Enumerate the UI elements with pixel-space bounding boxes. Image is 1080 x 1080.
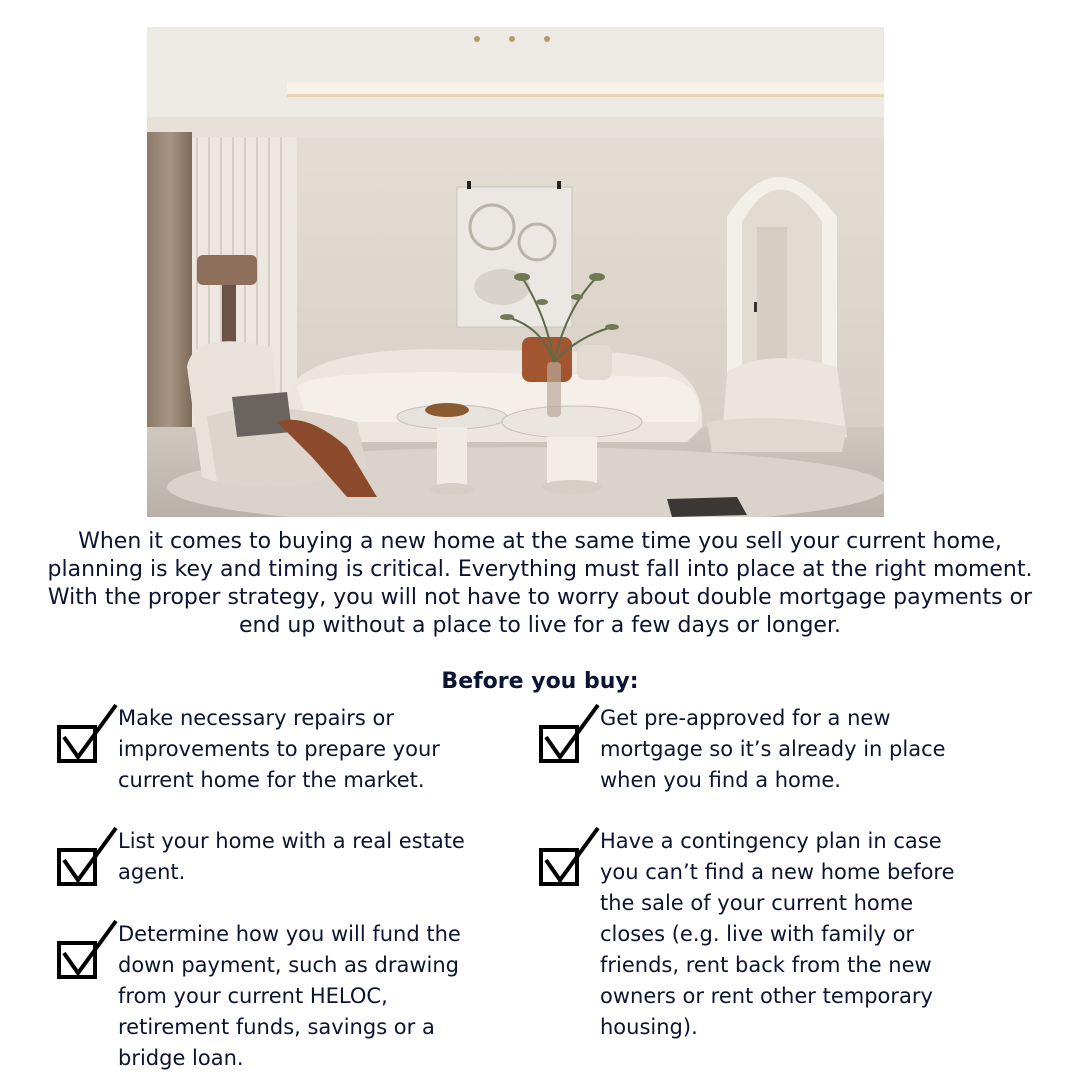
checklist-item-text: Have a contingency plan in case you can’t find a new home before the sale of your current home closes (e.g. live with family or friends, rent back from the new owners or rent other temporary housing). [600, 829, 955, 1039]
hero-image [147, 27, 884, 517]
checkmark-icon [56, 703, 118, 769]
checklist-item-text: List your home with a real estate agent. [118, 829, 465, 884]
checkmark-icon [538, 826, 600, 892]
checklist-item-text: Make necessary repairs or improvements to prepare your current home for the market. [118, 706, 440, 792]
living-room-photo [147, 27, 884, 517]
checklist-item-text: Get pre-approved for a new mortgage so it’s already in place when you find a home. [600, 706, 946, 792]
checkmark-icon [56, 919, 118, 985]
section-title: Before you buy: [441, 669, 639, 694]
checklist-item-text: Determine how you will fund the down payment, such as drawing from your current HELOC, retirement funds, savings or a bridge loan. [118, 922, 461, 1070]
checkmark-icon [538, 703, 600, 769]
checkmark-icon [56, 826, 118, 892]
intro-paragraph: When it comes to buying a new home at the same time you sell your current home, planning is key and timing is critical. Everything must fall into place at the right moment. With the proper strategy, you will not have to worry about double mortgage payments or end up without a place to live for a few days or longer. [47, 529, 1033, 638]
